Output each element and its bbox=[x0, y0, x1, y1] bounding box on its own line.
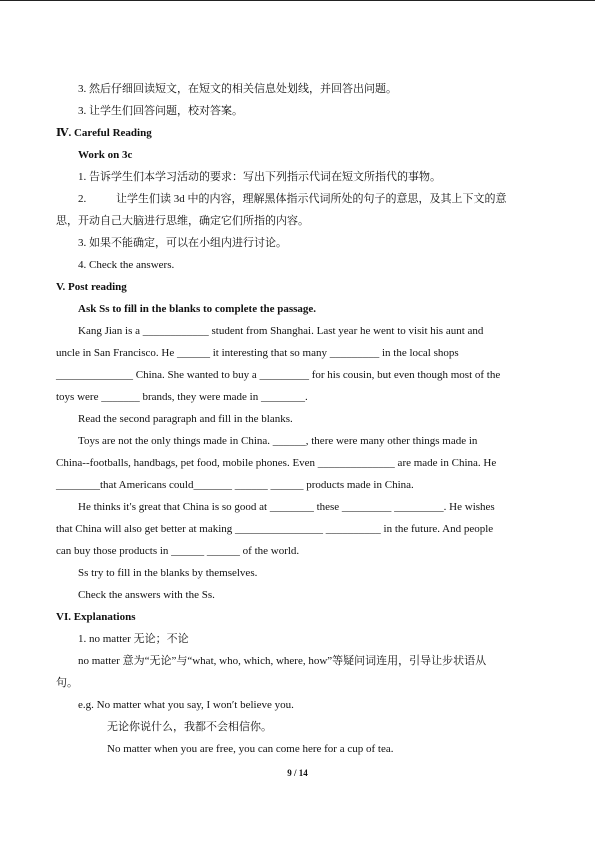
example-translation: 无论你说什么，我都不会相信你。 bbox=[107, 721, 272, 733]
page-number: 9 / 14 bbox=[287, 768, 308, 778]
passage-line: He thinks it′s great that China is so good at ________ these _________ _________. He wishes bbox=[78, 501, 495, 513]
section-heading-post-reading: V. Post reading bbox=[56, 281, 127, 293]
step-4-check: 4. Check the answers. bbox=[78, 259, 175, 271]
explanation-text: no matter 意为“无论”与“what, who, which, where, how”等疑问词连用，引导让步状语从 bbox=[78, 655, 487, 667]
explanation-term: 1. no matter 无论；不论 bbox=[78, 633, 189, 645]
top-rule bbox=[0, 0, 595, 1]
instruction-check-answers: Check the answers with the Ss. bbox=[78, 589, 215, 601]
step-3-reread: 3. 然后仔细回读短文，在短文的相关信息处划线，并回答出问题。 bbox=[78, 83, 397, 95]
subheading-fill-blanks: Ask Ss to fill in the blanks to complete the passage. bbox=[78, 303, 317, 315]
passage-line: Toys are not the only things made in China. ______, there were many other things made in bbox=[78, 435, 478, 447]
passage-line: China--footballs, handbags, pet food, mobile phones. Even ______________ are made in China. He bbox=[56, 457, 497, 469]
example-sentence: No matter when you are free, you can come here for a cup of tea. bbox=[107, 743, 394, 755]
passage-line: Kang Jian is a ____________ student from Shanghai. Last year he went to visit his aunt and bbox=[78, 325, 484, 337]
step-3-discuss: 3. 如果不能确定，可以在小组内进行讨论。 bbox=[78, 237, 287, 249]
step-3-answer: 3. 让学生们回答问题，校对答案。 bbox=[78, 105, 243, 117]
section-heading-careful-reading: Ⅳ. Careful Reading bbox=[56, 127, 152, 139]
passage-line: can buy those products in ______ ______ of the world. bbox=[56, 545, 300, 557]
step-2-number: 2. bbox=[78, 193, 87, 205]
passage-line: ______________ China. She wanted to buy a _________ for his cousin, but even though most of the bbox=[56, 369, 501, 381]
explanation-text-continued: 句。 bbox=[56, 677, 78, 689]
instruction-self-fill: Ss try to fill in the blanks by themselves. bbox=[78, 567, 258, 579]
example-sentence: e.g. No matter what you say, I won′t believe you. bbox=[78, 699, 294, 711]
instruction-second-paragraph: Read the second paragraph and fill in the blanks. bbox=[78, 413, 293, 425]
passage-line: uncle in San Francisco. He ______ it interesting that so many _________ in the local shops bbox=[56, 347, 459, 359]
passage-line: that China will also get better at making ________________ __________ in the future. And people bbox=[56, 523, 494, 535]
step-1-instruction: 1. 告诉学生们本学习活动的要求：写出下列指示代词在短文所指代的事物。 bbox=[78, 171, 441, 183]
step-2-instruction: 让学生们读 3d 中的内容，理解黑体指示代词所处的句子的意思，及其上下文的意 bbox=[116, 193, 507, 205]
passage-line: ________that Americans could_______ ______ ______ products made in China. bbox=[56, 479, 414, 491]
subheading-work-3c: Work on 3c bbox=[78, 149, 133, 161]
section-heading-explanations: VI. Explanations bbox=[56, 611, 136, 623]
step-2-continued: 思，开动自己大脑进行思维，确定它们所指的内容。 bbox=[56, 215, 309, 227]
passage-line: toys were _______ brands, they were made in ________. bbox=[56, 391, 308, 403]
